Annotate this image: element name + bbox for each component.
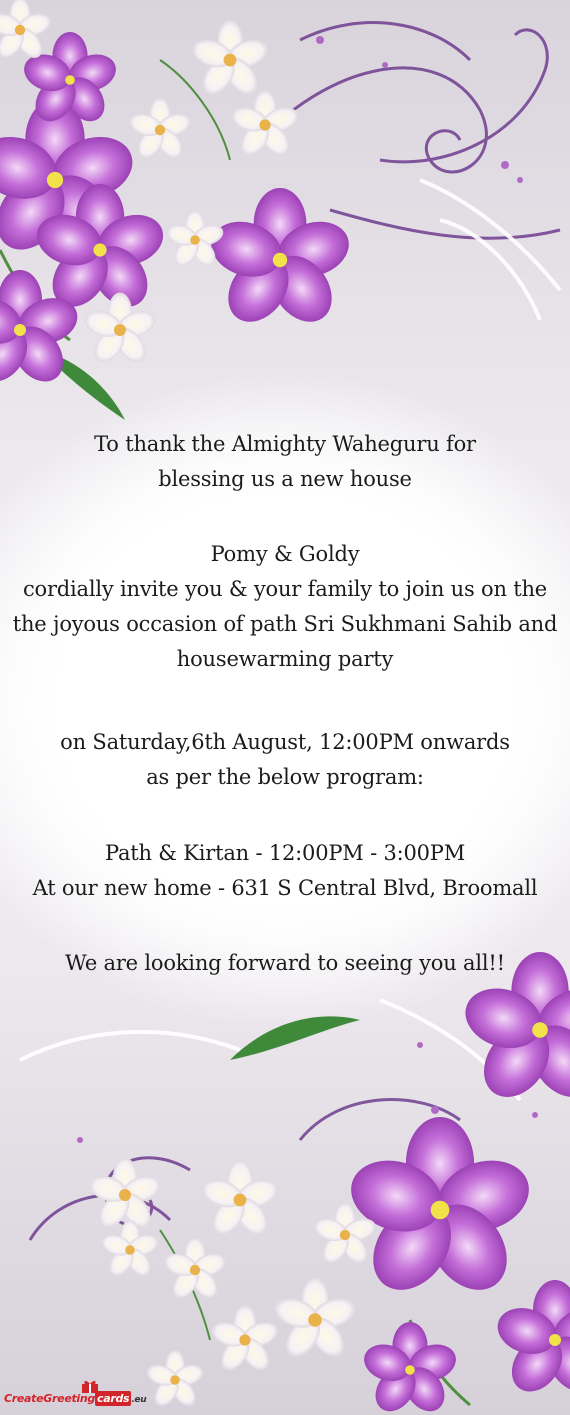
bottom-floral-decoration xyxy=(0,940,570,1415)
logo-brand-main: CreateGreeting xyxy=(4,1392,96,1405)
greeting-line-2: blessing us a new house xyxy=(158,467,412,491)
logo-brand-tld: .eu xyxy=(131,1395,147,1405)
top-floral-decoration xyxy=(0,0,570,470)
program-item-path-kirtan: Path & Kirtan - 12:00PM - 3:00PM xyxy=(104,841,466,865)
invite-line-1: cordially invite you & your family to join us on the xyxy=(22,577,548,601)
createmygreetingcards-logo xyxy=(2,1379,147,1413)
venue-address: At our new home - 631 S Central Blvd, Broomall xyxy=(32,876,538,900)
host-names: Pomy & Goldy xyxy=(210,542,360,566)
closing-line: We are looking forward to seeing you all!! xyxy=(65,951,505,975)
logo-brand-cards: cards xyxy=(97,1392,130,1405)
program-intro: as per the below program: xyxy=(146,765,424,789)
program-block xyxy=(0,836,570,906)
date-block xyxy=(0,725,570,795)
event-date-time: on Saturday,6th August, 12:00PM onwards xyxy=(60,730,510,754)
invite-line-3: housewarming party xyxy=(176,647,394,671)
invite-line-2: the joyous occasion of path Sri Sukhmani Sahib and xyxy=(12,612,558,636)
hosts-block xyxy=(0,537,570,677)
greeting-block xyxy=(0,427,570,497)
greeting-line-1: To thank the Almighty Waheguru for xyxy=(94,432,476,456)
